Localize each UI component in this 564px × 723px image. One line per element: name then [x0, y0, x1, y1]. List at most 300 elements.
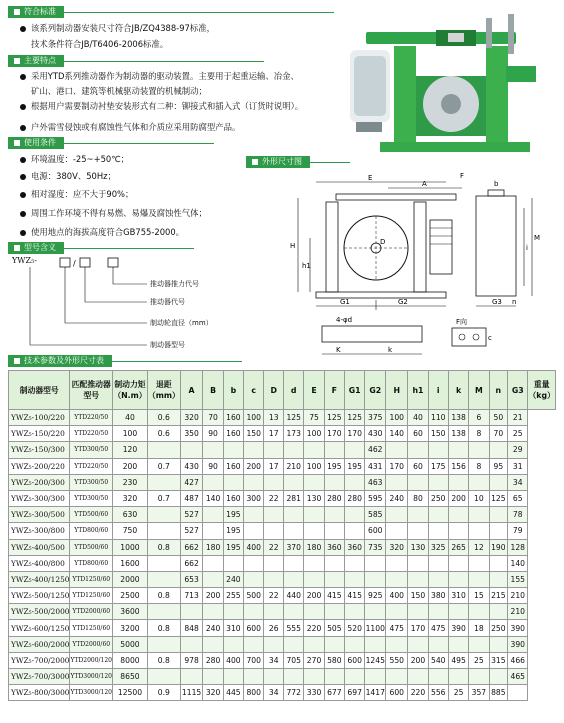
- dim-label-F: F: [460, 172, 465, 180]
- table-cell: 3600: [113, 604, 148, 620]
- table-cell: 200: [203, 588, 223, 604]
- table-cell: 350: [180, 426, 203, 442]
- table-cell: 370: [284, 539, 304, 555]
- dim-label-M: M: [534, 234, 541, 242]
- table-cell: YTD500/60: [70, 539, 113, 555]
- dim-label-fview: F向: [456, 318, 468, 326]
- table-cell: 8650: [113, 669, 148, 685]
- table-cell: [203, 604, 223, 620]
- table-cell: [489, 636, 508, 652]
- table-cell: 713: [180, 588, 203, 604]
- table-cell: [469, 474, 489, 490]
- table-cell: [284, 507, 304, 523]
- table-cell: 595: [365, 490, 386, 506]
- table-cell: 195: [345, 458, 365, 474]
- table-cell: [180, 442, 203, 458]
- table-cell: 0.8: [147, 620, 180, 636]
- table-cell: 150: [244, 426, 264, 442]
- table-cell: 250: [489, 620, 508, 636]
- table-cell: 315: [489, 652, 508, 668]
- table-cell: 26: [264, 620, 284, 636]
- table-cell: 300: [244, 490, 264, 506]
- table-cell: 848: [180, 620, 203, 636]
- table-cell: 0.6: [147, 426, 180, 442]
- table-cell: YWZ₅-500/2000: [9, 604, 70, 620]
- feature-line-3: 根据用户需要制动衬垫安装形式有二种：铆接式和插入式（订货时说明）。: [20, 100, 303, 112]
- table-cell: 280: [345, 490, 365, 506]
- model-label-pusher: 推动器代号: [150, 298, 185, 306]
- table-cell: [365, 555, 386, 571]
- table-cell: 12500: [113, 685, 148, 701]
- table-cell: 390: [448, 620, 468, 636]
- table-cell: 465: [508, 669, 528, 685]
- dim-label-hole: 4-φd: [336, 316, 353, 324]
- table-cell: [284, 636, 304, 652]
- table-cell: YWZ₅-700/3000: [9, 669, 70, 685]
- feature-line-1: 采用YTD系列推动器作为制动器的驱动装置。主要用于起重运输、冶金、: [20, 70, 299, 82]
- table-cell: [203, 571, 223, 587]
- table-cell: 630: [113, 507, 148, 523]
- table-cell: 540: [428, 652, 448, 668]
- parameter-table: [8, 370, 556, 701]
- table-header-cell: G1: [345, 371, 365, 410]
- model-label-diameter: 制动轮直径（mm）: [150, 319, 213, 327]
- table-cell: 0.9: [147, 685, 180, 701]
- table-cell: 125: [284, 410, 304, 426]
- table-cell: 180: [304, 539, 324, 555]
- table-cell: 600: [386, 685, 408, 701]
- table-cell: YTD500/60: [70, 507, 113, 523]
- table-cell: 520: [345, 620, 365, 636]
- dimension-drawing: [276, 168, 556, 364]
- table-cell: 495: [448, 652, 468, 668]
- table-row: [9, 669, 556, 685]
- table-cell: YWZ₅-400/1250: [9, 571, 70, 587]
- table-row: [9, 571, 556, 587]
- dim-label-D: D: [380, 238, 386, 246]
- section-title: 符合标准: [24, 7, 56, 16]
- table-cell: [386, 571, 408, 587]
- table-cell: 100: [113, 426, 148, 442]
- table-cell: 34: [264, 652, 284, 668]
- table-cell: 29: [508, 442, 528, 458]
- table-header-cell: H: [386, 371, 408, 410]
- table-cell: 95: [489, 458, 508, 474]
- table-cell: 466: [508, 652, 528, 668]
- table-cell: 79: [508, 523, 528, 539]
- table-cell: 662: [180, 555, 203, 571]
- table-cell: 0.7: [147, 490, 180, 506]
- table-cell: 25: [469, 652, 489, 668]
- table-cell: YWZ₅-150/300: [9, 442, 70, 458]
- table-cell: 462: [365, 442, 386, 458]
- table-cell: 110: [428, 410, 448, 426]
- table-cell: [408, 507, 428, 523]
- table-cell: [324, 669, 344, 685]
- table-cell: [180, 669, 203, 685]
- section-header-drawing: 外形尺寸图: [246, 156, 350, 168]
- table-cell: 415: [345, 588, 365, 604]
- table-cell: [408, 669, 428, 685]
- table-cell: YTD220/50: [70, 426, 113, 442]
- bullet-icon: [20, 174, 26, 180]
- dim-label-H: H: [290, 242, 296, 250]
- condition-line-4: 周围工作环境不得有易燃、易爆及腐蚀性气体；: [20, 207, 207, 219]
- table-cell: [428, 474, 448, 490]
- table-cell: 90: [203, 426, 223, 442]
- table-cell: 25: [508, 426, 528, 442]
- table-header-cell: 匹配推动器型号: [70, 371, 113, 410]
- table-cell: 138: [448, 410, 468, 426]
- table-cell: [386, 474, 408, 490]
- table-cell: [284, 571, 304, 587]
- table-cell: 220: [408, 685, 428, 701]
- table-cell: 330: [304, 685, 324, 701]
- table-cell: YWZ₅-800/3000: [9, 685, 70, 701]
- table-cell: [489, 474, 508, 490]
- table-header-cell: B: [203, 371, 223, 410]
- table-cell: 200: [448, 490, 468, 506]
- table-header-cell: k: [448, 371, 468, 410]
- table-cell: [223, 555, 243, 571]
- table-cell: [469, 571, 489, 587]
- table-row: [9, 555, 556, 571]
- table-cell: 22: [264, 539, 284, 555]
- table-cell: 431: [365, 458, 386, 474]
- table-cell: [365, 571, 386, 587]
- table-cell: [264, 636, 284, 652]
- dim-label-K: K: [336, 346, 341, 354]
- dim-label-h1: h1: [302, 262, 311, 270]
- table-cell: YWZ₅-500/1250: [9, 588, 70, 604]
- table-row: [9, 604, 556, 620]
- table-cell: 400: [244, 539, 264, 555]
- condition-line-2: 电源：380V、50Hz；: [20, 170, 116, 182]
- table-cell: 100: [244, 410, 264, 426]
- table-cell: 210: [508, 588, 528, 604]
- dim-label-b: b: [494, 180, 499, 188]
- table-cell: 200: [113, 458, 148, 474]
- table-cell: [386, 442, 408, 458]
- table-cell: 430: [180, 458, 203, 474]
- table-cell: [284, 474, 304, 490]
- table-cell: 1245: [365, 652, 386, 668]
- table-header-cell: c: [244, 371, 264, 410]
- table-cell: [448, 669, 468, 685]
- table-cell: 120: [113, 442, 148, 458]
- table-cell: 400: [223, 652, 243, 668]
- dim-label-G1: G1: [340, 298, 350, 306]
- table-row: [9, 652, 556, 668]
- table-cell: 34: [508, 474, 528, 490]
- section-header-conditions: 使用条件: [8, 137, 214, 149]
- table-cell: [244, 669, 264, 685]
- table-cell: 195: [223, 523, 243, 539]
- table-cell: 705: [284, 652, 304, 668]
- table-cell: 195: [324, 458, 344, 474]
- bullet-icon: [20, 192, 26, 198]
- table-cell: [365, 604, 386, 620]
- table-cell: 600: [365, 523, 386, 539]
- table-cell: [469, 604, 489, 620]
- table-cell: [448, 523, 468, 539]
- table-cell: 160: [223, 410, 243, 426]
- table-cell: 175: [428, 458, 448, 474]
- table-cell: YWZ₅-400/500: [9, 539, 70, 555]
- table-cell: 885: [489, 685, 508, 701]
- table-cell: [408, 636, 428, 652]
- table-header-cell: 重量（kg）: [528, 371, 556, 410]
- table-cell: YTD1250/60: [70, 588, 113, 604]
- standards-line-1: 该系列制动器安装尺寸符合JB/ZQ4388-97标准，: [20, 22, 215, 34]
- table-cell: 60: [408, 426, 428, 442]
- table-cell: 600: [244, 620, 264, 636]
- table-cell: 240: [203, 620, 223, 636]
- table-cell: [244, 507, 264, 523]
- table-cell: [428, 669, 448, 685]
- table-cell: 160: [223, 426, 243, 442]
- table-cell: 80: [408, 490, 428, 506]
- table-cell: [469, 442, 489, 458]
- table-row: [9, 458, 556, 474]
- table-cell: 750: [113, 523, 148, 539]
- table-cell: [304, 636, 324, 652]
- table-cell: [147, 604, 180, 620]
- table-header-cell: i: [428, 371, 448, 410]
- table-cell: 400: [386, 588, 408, 604]
- table-cell: YTD2000/60: [70, 604, 113, 620]
- table-cell: 125: [345, 410, 365, 426]
- table-cell: [448, 636, 468, 652]
- table-header-cell: d: [284, 371, 304, 410]
- table-cell: 700: [244, 652, 264, 668]
- table-cell: [304, 669, 324, 685]
- table-cell: YWZ₅-200/300: [9, 474, 70, 490]
- dim-label-c: c: [488, 334, 492, 342]
- table-cell: YWZ₅-300/500: [9, 507, 70, 523]
- table-header-cell: A: [180, 371, 203, 410]
- table-cell: 0.7: [147, 458, 180, 474]
- table-cell: YTD220/50: [70, 458, 113, 474]
- table-cell: 555: [284, 620, 304, 636]
- table-header-cell: D: [264, 371, 284, 410]
- table-cell: [448, 442, 468, 458]
- table-cell: [365, 636, 386, 652]
- table-cell: 527: [180, 507, 203, 523]
- standards-line-2: 技术条件符合JB/T6406-2006标准。: [31, 39, 169, 49]
- table-cell: [386, 636, 408, 652]
- table-cell: 357: [469, 685, 489, 701]
- table-cell: 1600: [113, 555, 148, 571]
- table-cell: 170: [408, 620, 428, 636]
- brake-product-photo: [336, 6, 542, 156]
- table-cell: 415: [324, 588, 344, 604]
- table-cell: 281: [284, 490, 304, 506]
- table-cell: 17: [264, 426, 284, 442]
- table-cell: [284, 523, 304, 539]
- table-cell: 772: [284, 685, 304, 701]
- bullet-icon: [20, 211, 26, 217]
- table-cell: 130: [304, 490, 324, 506]
- table-cell: [203, 669, 223, 685]
- table-cell: 240: [223, 571, 243, 587]
- table-cell: [324, 507, 344, 523]
- table-cell: [147, 571, 180, 587]
- table-cell: [203, 474, 223, 490]
- bullet-icon: [20, 26, 26, 32]
- table-cell: 138: [448, 426, 468, 442]
- model-code: YWZ₅-: [12, 256, 37, 265]
- model-label-brake: 制动器型号: [150, 341, 185, 349]
- table-cell: [345, 474, 365, 490]
- table-cell: [147, 507, 180, 523]
- table-cell: [324, 571, 344, 587]
- table-cell: [304, 507, 324, 523]
- table-cell: [223, 604, 243, 620]
- table-cell: YWZ₅-300/800: [9, 523, 70, 539]
- table-cell: [264, 523, 284, 539]
- table-cell: 156: [448, 458, 468, 474]
- table-cell: 210: [284, 458, 304, 474]
- table-cell: [180, 604, 203, 620]
- table-row: [9, 442, 556, 458]
- table-cell: [386, 604, 408, 620]
- dim-label-i: i: [526, 244, 528, 252]
- table-header-cell: E: [304, 371, 324, 410]
- table-cell: 75: [304, 410, 324, 426]
- table-row: [9, 426, 556, 442]
- bullet-icon: [20, 157, 26, 163]
- table-cell: 22: [264, 588, 284, 604]
- table-cell: [365, 669, 386, 685]
- table-cell: 320: [180, 410, 203, 426]
- feature-line-4: 户外需雪侵蚀或有腐蚀性气体和介质应采用防腐型产品。: [20, 121, 240, 133]
- table-cell: 128: [508, 539, 528, 555]
- table-cell: 180: [203, 539, 223, 555]
- table-cell: 15: [469, 588, 489, 604]
- section-header-features: 主要特点: [8, 55, 264, 67]
- table-cell: [244, 474, 264, 490]
- table-cell: 6: [469, 410, 489, 426]
- table-cell: [304, 442, 324, 458]
- svg-text:/: /: [73, 259, 76, 268]
- table-cell: 125: [489, 490, 508, 506]
- table-cell: 160: [223, 458, 243, 474]
- table-row: [9, 588, 556, 604]
- table-cell: 580: [324, 652, 344, 668]
- table-cell: 0.8: [147, 588, 180, 604]
- table-cell: 200: [408, 652, 428, 668]
- table-cell: [408, 555, 428, 571]
- table-cell: 1000: [113, 539, 148, 555]
- table-cell: 215: [489, 588, 508, 604]
- table-cell: [489, 604, 508, 620]
- table-cell: 662: [180, 539, 203, 555]
- dim-label-G3: G3: [492, 298, 502, 306]
- table-cell: 220: [304, 620, 324, 636]
- model-code-diagram: [12, 254, 252, 354]
- table-cell: [345, 669, 365, 685]
- table-cell: 31: [508, 458, 528, 474]
- table-cell: 34: [264, 685, 284, 701]
- table-cell: [180, 636, 203, 652]
- table-cell: 0.6: [147, 410, 180, 426]
- table-header-cell: n: [489, 371, 508, 410]
- table-cell: [147, 442, 180, 458]
- table-header-cell: M: [469, 371, 489, 410]
- table-cell: 18: [469, 620, 489, 636]
- table-cell: [324, 636, 344, 652]
- table-cell: 195: [223, 507, 243, 523]
- table-cell: [386, 669, 408, 685]
- table-cell: 12: [469, 539, 489, 555]
- table-cell: [489, 669, 508, 685]
- table-row: [9, 490, 556, 506]
- table-row: [9, 507, 556, 523]
- table-row: [9, 685, 556, 701]
- table-cell: 90: [203, 458, 223, 474]
- table-cell: 978: [180, 652, 203, 668]
- table-cell: 360: [324, 539, 344, 555]
- table-cell: [324, 555, 344, 571]
- table-cell: 500: [244, 588, 264, 604]
- table-cell: [489, 555, 508, 571]
- table-cell: 320: [113, 490, 148, 506]
- table-cell: [264, 669, 284, 685]
- table-cell: YWZ₅-300/300: [9, 490, 70, 506]
- table-cell: 240: [386, 490, 408, 506]
- table-cell: 160: [223, 490, 243, 506]
- table-cell: 17: [264, 458, 284, 474]
- table-cell: [147, 669, 180, 685]
- table-cell: 653: [180, 571, 203, 587]
- table-cell: 1115: [180, 685, 203, 701]
- feature-line-2: 矿山、港口、建筑等机械驱动装置的机械制动；: [31, 86, 207, 96]
- table-cell: 65: [508, 490, 528, 506]
- dim-label-k: k: [388, 346, 393, 354]
- table-cell: 170: [345, 426, 365, 442]
- table-cell: 140: [386, 426, 408, 442]
- bullet-icon: [20, 74, 26, 80]
- table-cell: YTD800/60: [70, 523, 113, 539]
- table-row: [9, 539, 556, 555]
- table-cell: 280: [324, 490, 344, 506]
- table-cell: [324, 474, 344, 490]
- table-cell: [469, 636, 489, 652]
- table-cell: 375: [365, 410, 386, 426]
- table-cell: 270: [304, 652, 324, 668]
- table-cell: [244, 636, 264, 652]
- table-cell: 25: [448, 685, 468, 701]
- table-cell: [284, 669, 304, 685]
- table-cell: YTD800/60: [70, 555, 113, 571]
- table-cell: [284, 442, 304, 458]
- table-cell: 173: [284, 426, 304, 442]
- table-cell: [448, 507, 468, 523]
- table-cell: [147, 474, 180, 490]
- dim-label-n: n: [512, 298, 517, 306]
- table-cell: 13: [264, 410, 284, 426]
- table-cell: 1100: [365, 620, 386, 636]
- table-cell: YTD220/50: [70, 410, 113, 426]
- table-cell: [345, 523, 365, 539]
- table-cell: [408, 523, 428, 539]
- table-cell: [448, 571, 468, 587]
- table-cell: [324, 442, 344, 458]
- table-cell: YTD3000/120: [70, 669, 113, 685]
- table-cell: [203, 636, 223, 652]
- table-cell: [264, 474, 284, 490]
